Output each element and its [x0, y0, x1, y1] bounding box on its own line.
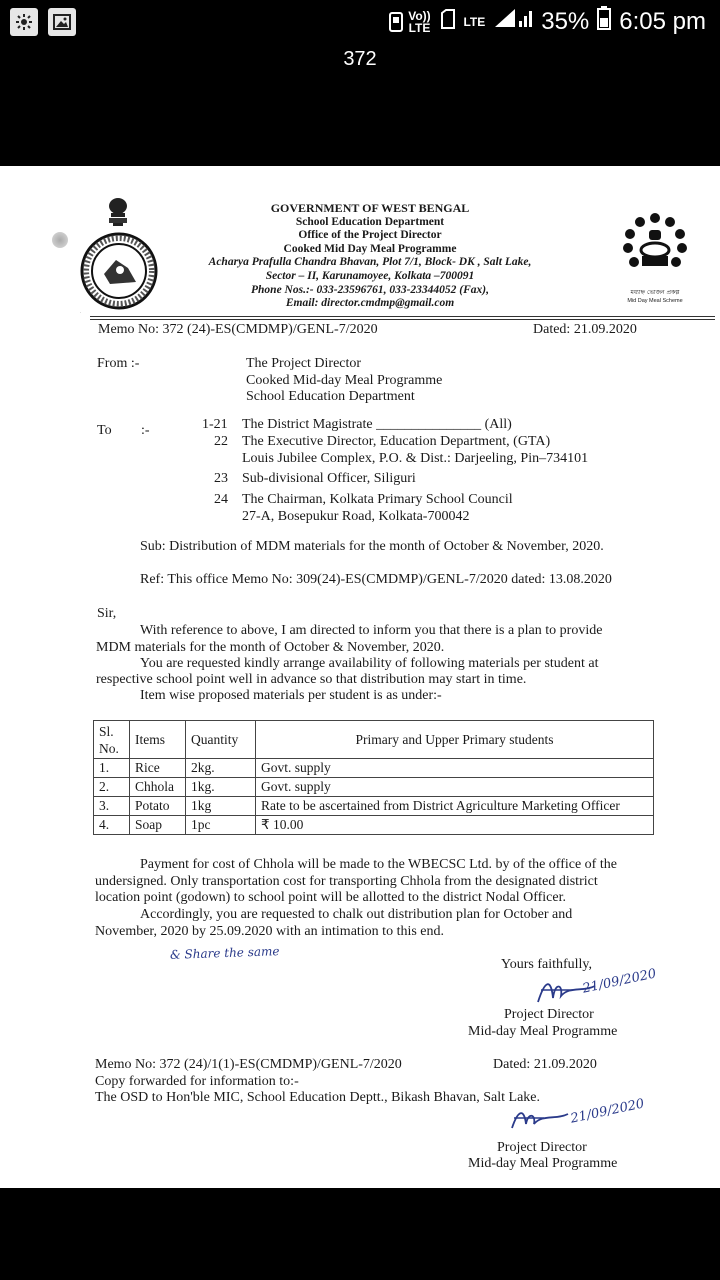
- materials-table: [93, 720, 654, 835]
- volte-icon: [389, 10, 433, 34]
- to-colon: :-: [141, 423, 150, 438]
- image-notification-icon: [48, 8, 76, 36]
- seal-text: [80, 312, 81, 313]
- settings-notification-icon: [10, 8, 38, 36]
- from-line: School Education Department: [246, 389, 415, 404]
- copy-memo-date: Dated: 21.09.2020: [493, 1057, 597, 1072]
- document-page[interactable]: [0, 166, 720, 1188]
- letterhead: [180, 202, 560, 311]
- from-line: The Project Director: [246, 356, 362, 371]
- table-cell: Chhola: [130, 778, 186, 797]
- lte-label: LTE: [463, 14, 486, 29]
- recipient-line: 27-A, Bosepukur Road, Kolkata-700042: [242, 509, 470, 524]
- table-cell: Rate to be ascertained from District Agriculture Marketing Officer: [256, 797, 654, 816]
- page-scroll-indicator: [52, 232, 68, 248]
- table-cell: Govt. supply: [256, 759, 654, 778]
- table-cell: Govt. supply: [256, 778, 654, 797]
- body-text: You are requested kindly arrange availability of following materials per student at: [140, 656, 599, 671]
- body-text: respective school point well in advance so that distribution may start in time.: [96, 672, 527, 687]
- handwritten-note: & Share the same: [169, 944, 280, 962]
- table-cell: 3.: [94, 797, 130, 816]
- recipient-number: 24: [214, 492, 228, 507]
- body-text: November, 2020 by 25.09.2020 with an intimation to this end.: [95, 924, 445, 939]
- table-row: [94, 759, 654, 778]
- letterhead-divider: [90, 316, 715, 317]
- volte-label: Vo)) LTE: [408, 8, 431, 35]
- battery-percent: 35%: [541, 7, 590, 35]
- table-cell: Potato: [130, 797, 186, 816]
- yours-faithfully: Yours faithfully,: [501, 957, 593, 972]
- table-cell: ₹ 10.00: [256, 816, 654, 835]
- table-cell: Rice: [130, 759, 186, 778]
- table-cell: 2.: [94, 778, 130, 797]
- letterhead-line: Phone Nos.:- 033-23596761, 033-23344052 (Fax),: [251, 283, 489, 296]
- logo-caption-en: Mid Day Meal Scheme: [627, 298, 683, 304]
- status-bar: [0, 0, 720, 44]
- viewer-toolbar: [0, 44, 720, 166]
- letterhead-line: Office of the Project Director: [298, 229, 442, 242]
- reference-line: Ref: This office Memo No: 309(24)-ES(CMDMP)/GENL-7/2020 dated: 13.08.2020: [140, 572, 612, 587]
- signature-date: 21/09/2020: [569, 1096, 646, 1127]
- subject-line: Sub: Distribution of MDM materials for the month of October & November, 2020.: [140, 539, 604, 554]
- copy-text: The OSD to Hon'ble MIC, School Education Deptt., Bikash Bhavan, Salt Lake.: [95, 1090, 541, 1105]
- table-header-cell: Quantity: [186, 721, 256, 759]
- table-cell: 1kg: [186, 797, 256, 816]
- signature-date: 21/09/2020: [581, 966, 658, 997]
- letterhead-line: Acharya Prafulla Chandra Bhavan, Plot 7/1, Block- DK , Salt Lake,: [208, 256, 532, 269]
- letterhead-line: Cooked Mid Day Meal Programme: [283, 242, 457, 255]
- table-cell: Soap: [130, 816, 186, 835]
- table-row: [94, 797, 654, 816]
- memo-number: Memo No: 372 (24)-ES(CMDMP)/GENL-7/2020: [98, 322, 378, 337]
- body-text: Accordingly, you are requested to chalk out distribution plan for October and: [140, 907, 573, 922]
- viewer-bottom-area: [0, 1188, 720, 1280]
- salutation: Sir,: [97, 606, 117, 621]
- table-header-cell: Items: [130, 721, 186, 759]
- body-text: location point (godown) to school point will be allotted to the district Nodal Officer.: [95, 890, 566, 905]
- mid-day-meal-logo: [620, 210, 690, 304]
- signature-icon: [508, 1104, 578, 1141]
- recipient-line: The Executive Director, Education Department, (GTA): [242, 434, 551, 449]
- table-row: [94, 816, 654, 835]
- table-cell: 2kg.: [186, 759, 256, 778]
- recipient-number: 22: [214, 434, 228, 449]
- battery-icon: [597, 6, 611, 37]
- to-label: To: [97, 423, 112, 438]
- recipient-line: The Chairman, Kolkata Primary School Council: [242, 492, 513, 507]
- table-header-row: [94, 721, 654, 759]
- table-cell: 4.: [94, 816, 130, 835]
- letterhead-line: School Education Department: [295, 215, 445, 228]
- recipient-line: The District Magistrate _______________ (All): [242, 417, 512, 432]
- signal-icon: [493, 7, 533, 36]
- signatory-title: Mid-day Meal Programme: [468, 1024, 618, 1039]
- page-counter: 372: [343, 48, 377, 70]
- clock: 6:05 pm: [619, 7, 706, 35]
- copy-memo-number: Memo No: 372 (24)/1(1)-ES(CMDMP)/GENL-7/2020: [95, 1057, 402, 1072]
- memo-date: Dated: 21.09.2020: [533, 322, 637, 337]
- letterhead-email: Email: director.cmdmp@gmail.com: [285, 297, 455, 310]
- table-header-cell: Primary and Upper Primary students: [256, 721, 654, 759]
- copy-text: Copy forwarded for information to:-: [95, 1074, 299, 1089]
- body-text: MDM materials for the month of October & November, 2020.: [96, 640, 445, 655]
- signatory-title: Project Director: [504, 1007, 594, 1022]
- letterhead-divider: [90, 319, 715, 320]
- from-line: Cooked Mid-day Meal Programme: [246, 373, 443, 388]
- table-cell: 1kg.: [186, 778, 256, 797]
- from-label: From :-: [97, 356, 140, 371]
- recipient-number: 1-21: [202, 417, 228, 432]
- body-text: Payment for cost of Chhola will be made to the WBECSC Ltd. by of the office of the: [140, 857, 617, 872]
- letterhead-line: GOVERNMENT OF WEST BENGAL: [270, 201, 470, 215]
- signatory-title: Mid-day Meal Programme: [468, 1156, 618, 1171]
- body-text: undersigned. Only transportation cost for transporting Chhola from the designated district: [95, 874, 598, 889]
- logo-caption-bn: মধ্যাহ্ন ভোজন প্রকল্প: [630, 289, 680, 296]
- department-seal: [80, 232, 158, 315]
- table-header-cell: Sl. No.: [94, 721, 130, 759]
- table-cell: 1pc: [186, 816, 256, 835]
- state-emblem-icon: [105, 196, 131, 233]
- recipient-number: 23: [214, 471, 228, 486]
- table-cell: 1.: [94, 759, 130, 778]
- recipient-line: Sub-divisional Officer, Siliguri: [242, 471, 416, 486]
- body-text: With reference to above, I am directed to inform you that there is a plan to provide: [140, 623, 603, 638]
- recipient-line: Louis Jubilee Complex, P.O. & Dist.: Darjeeling, Pin–734101: [242, 451, 589, 466]
- table-row: [94, 778, 654, 797]
- letterhead-line: Sector – II, Karunamoyee, Kolkata –700091: [265, 269, 475, 282]
- signatory-title: Project Director: [497, 1140, 587, 1155]
- sim-icon: [441, 8, 455, 36]
- body-text: Item wise proposed materials per student is as under:-: [140, 688, 442, 703]
